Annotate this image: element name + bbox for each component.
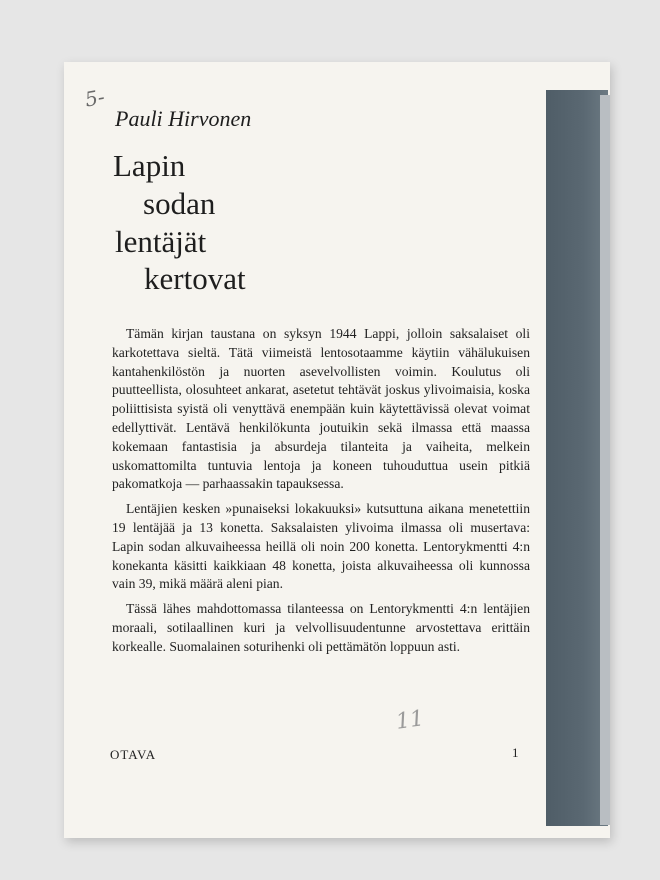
handwritten-note-top: 5- <box>83 84 107 112</box>
publisher-name: OTAVA <box>110 747 157 762</box>
blurb-paragraph-1: Tämän kirjan taustana on syksyn 1944 Lappi, jolloin saksalaiset oli karkotettava sieltä. Tätä viimeistä lentosotaamme käytiin vähälukuisen kantahenkilöstön ja nuorten asevelvollisten voimin. Koulutus oli puutteellista, olosuhteet ankarat, asetetut tehtävät joskus ylivoimaisia, koska poliittisista syistä oli venyttävä enempään kuin käytettävissä olevat voimat edellyttivät. Lentävä henkilökunta joutuikin sekä ilmassa että maassa kokemaan fantastisia ja absurdeja tilanteita ja vaiheita, melkein uskomattomilta tuntuvia lentoja ja koneen tuhouduttua usein pitkiä pakomatkoja — parhaassakin tapauksessa. <box>112 326 530 492</box>
blurb-paragraph-2: Lentäjien kesken »punaiseksi lokakuuksi» kutsuttuna aikana menetettiin 19 lentäjää ja 13 konetta. Saksalaisten ylivoima ilmassa oli musertava: Lapin sodan alkuvaiheessa heillä oli noin 200 konetta. Lentorykmentti 4:n konekanta käsitti kaikkiaan 48 konetta, joista alkuvaiheessa oli kunnossa vain 39, mikä määrä aleni pian. <box>112 501 530 592</box>
author-name: Pauli Hirvonen <box>115 106 252 131</box>
handwritten-note-middle: 11 <box>394 706 426 735</box>
title-line-3: lentäjät <box>115 224 207 259</box>
title-line-2: sodan <box>143 186 216 221</box>
book-spine <box>546 90 608 826</box>
title-line-4: kertovat <box>144 261 246 296</box>
blurb-paragraph-3: Tässä lähes mahdottomassa tilanteessa on Lentorykmentti 4:n lentäjien moraali, sotilaallinen kuri ja velvollisuudentunne arvostettava erittäin korkealle. Suomalainen soturihenki oli pettämätön loppuun asti. <box>112 601 530 654</box>
title-line-1: Lapin <box>113 148 186 183</box>
page-number: 1 <box>512 745 519 760</box>
blurb-text <box>112 325 530 663</box>
spine-edge <box>600 95 610 825</box>
